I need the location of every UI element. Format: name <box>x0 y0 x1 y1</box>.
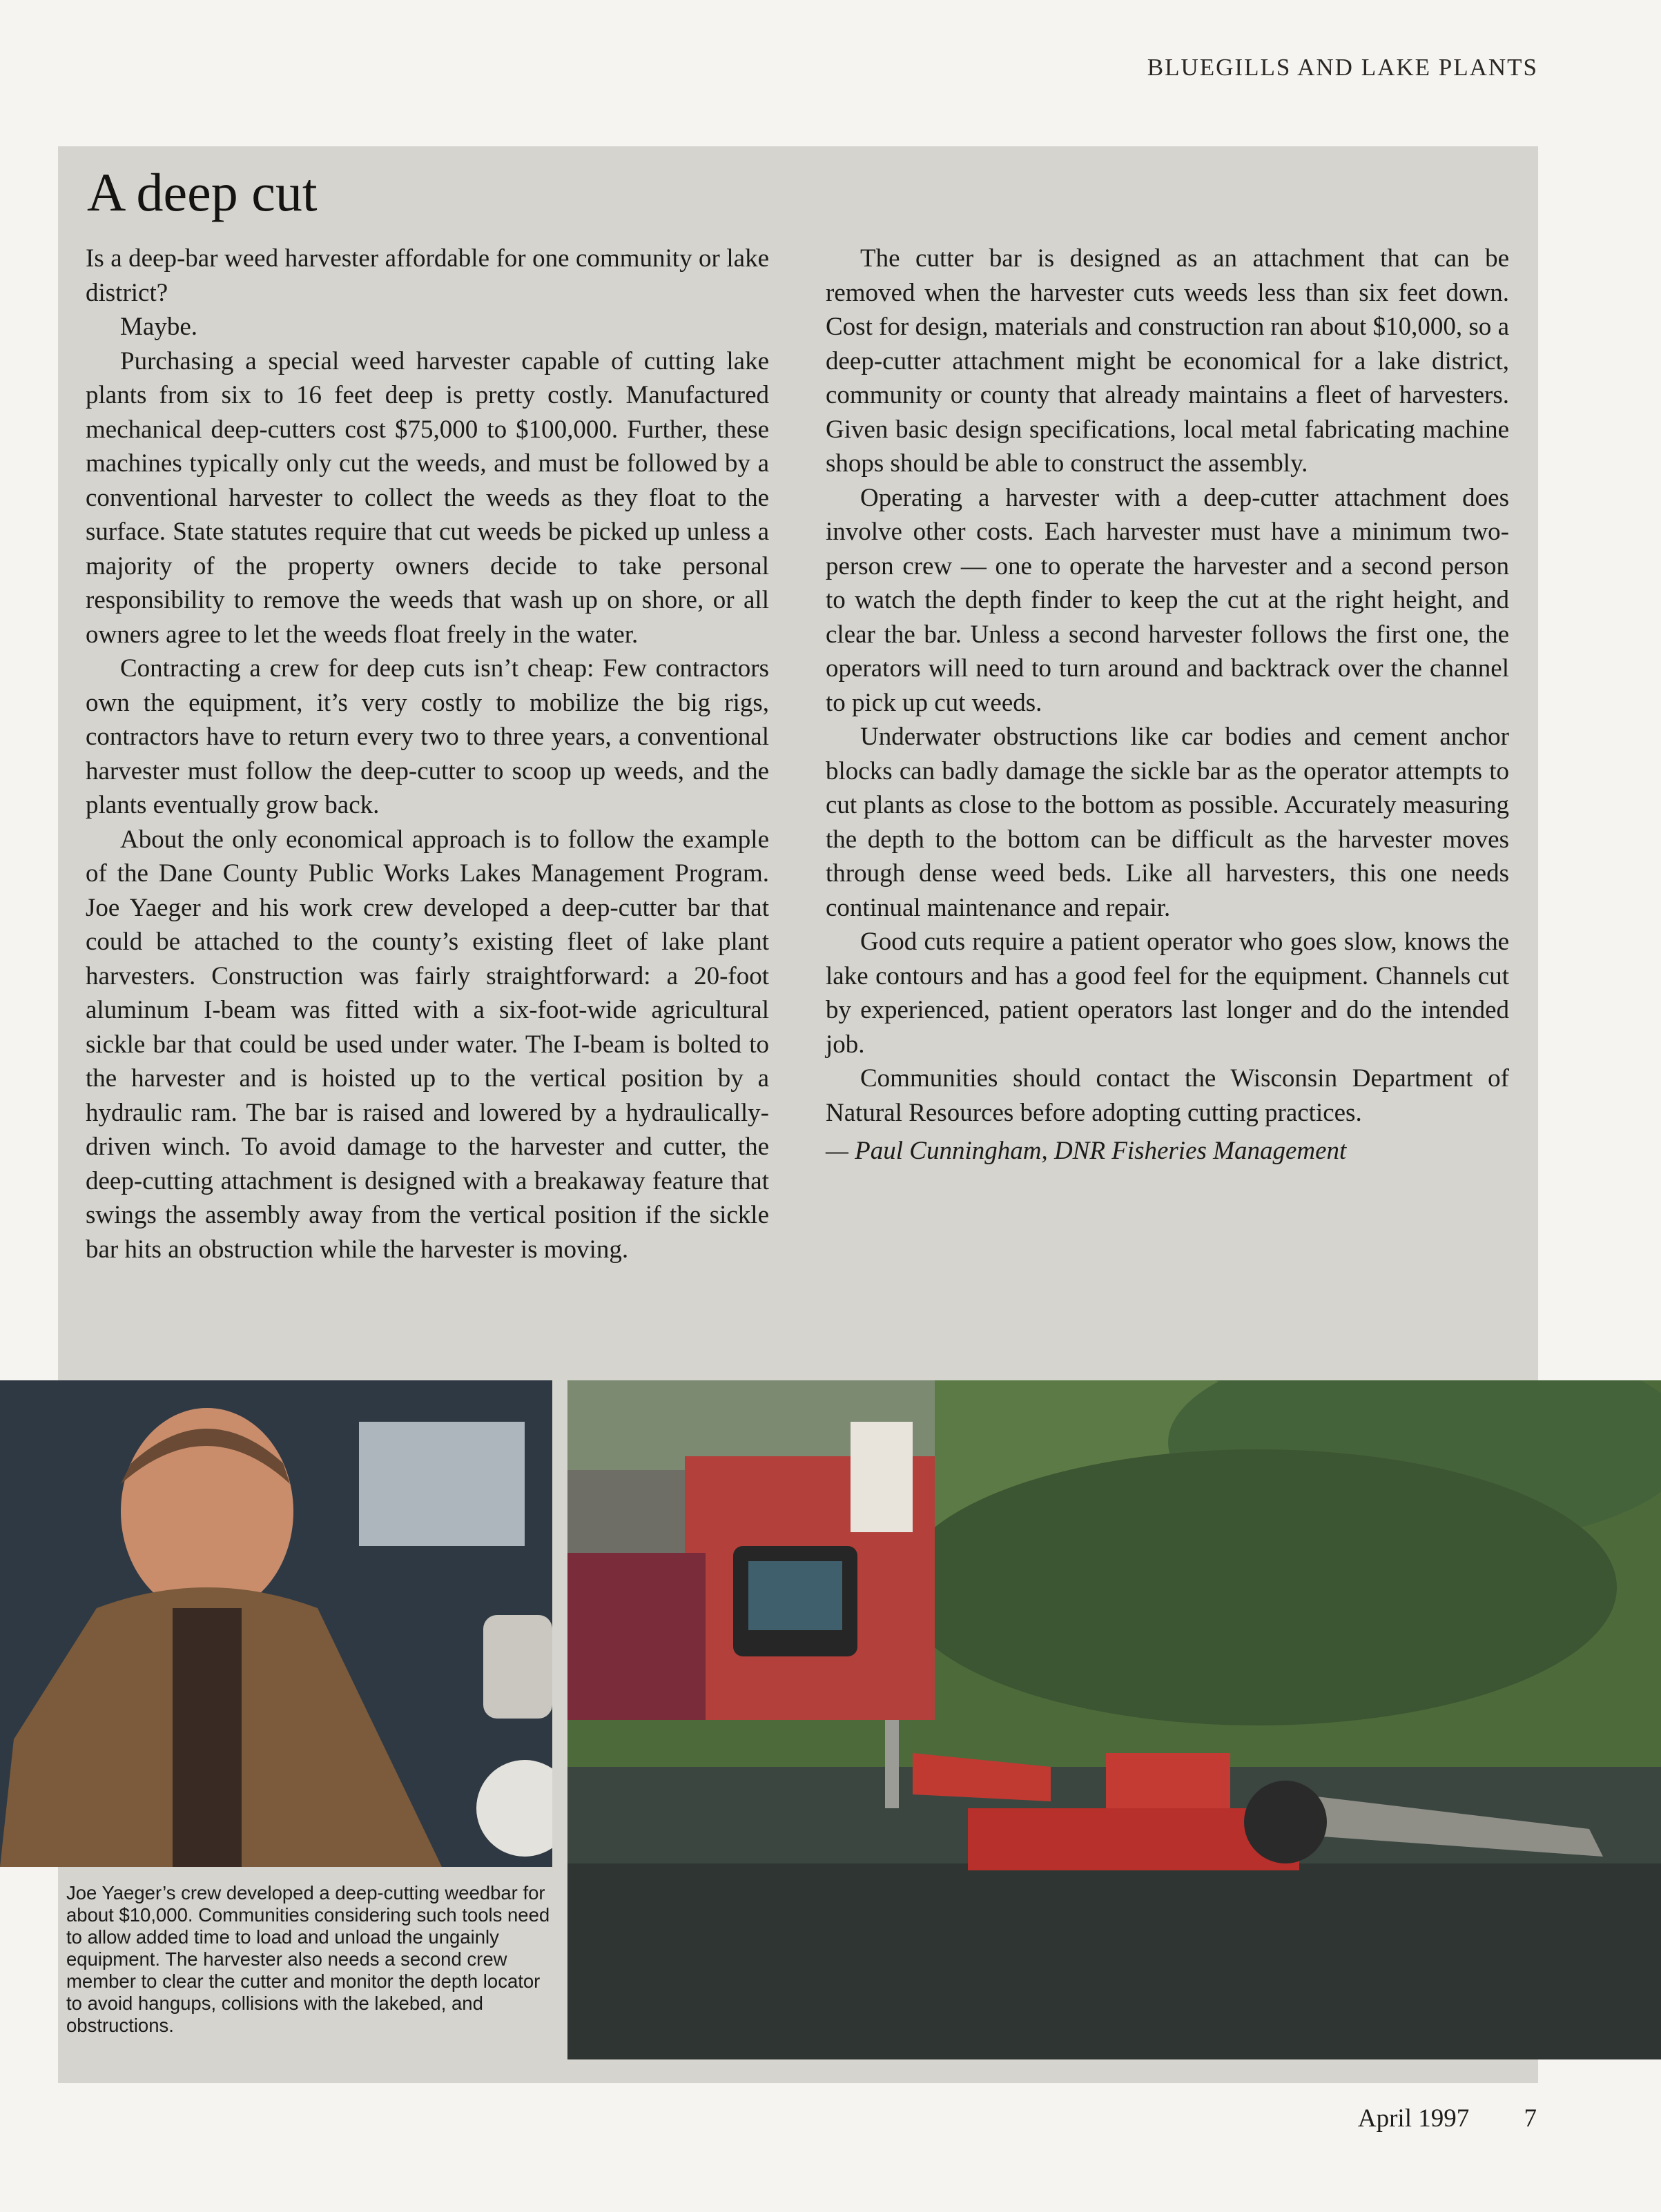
paragraph: Communities should contact the Wisconsin Department of Natural Resources before adopting cutting practices. <box>826 1064 1509 1127</box>
depth-finder-photo-image <box>567 1380 935 1720</box>
paragraph: Purchasing a special weed harvester capable of cutting lake plants from six to 16 feet deep is pretty costly. Manufactured mechanical deep-cutters cost $75,000 to $100,000. Further, these machines typically only cut the weeds, and must be followed by a conventional harvester to collect the weeds as they float to the surface. State statutes require that cut weeds be picked up unless a majority of the property owners decide to take personal responsibility to remove the weeds that wash up on shore, or all owners agree to let the weeds float freely in the water. <box>86 346 769 649</box>
article-title: A deep cut <box>87 162 318 222</box>
paragraph: The cutter bar is designed as an attachment that can be removed when the harvester cuts weeds less than six feet down. Cost for design, materials and construction ran about $10,000, so a deep-cutter attachment might be economical for a lake district, community or county that already maintains a fleet of harvesters. Given basic design specifications, local metal fabricating machine shops should be able to construct the assembly. <box>826 244 1509 478</box>
photo-caption: Joe Yaeger’s crew developed a deep-cutting weedbar for about $10,000. Communities considering such tools need to allow added time to load and unload the ungainly equipment. The harvester also needs a second crew member to clear the cutter and monitor the depth locator to avoid hangups, collisions with the lakebed, and obstructions. <box>66 1882 550 2036</box>
portrait-photo-image <box>0 1380 552 1867</box>
paragraph: Good cuts require a patient operator who goes slow, knows the lake contours and has a good feel for the equipment. Channels cut by experienced, patient operators last longer and do the intended job. <box>826 928 1509 1059</box>
issue-date: April 1997 <box>1357 2104 1470 2133</box>
left-column <box>86 242 769 1266</box>
paragraph: Contracting a crew for deep cuts isn’t cheap: Few contractors own the equipment, it’s very costly to mobilize the big rigs, contractors have to return every two to three years, a conventional harvester must follow the deep-cutter to scoop up weeds, and the plants eventually grow back. <box>86 654 769 819</box>
page-footer <box>1358 2104 1537 2133</box>
running-head: BLUEGILLS AND LAKE PLANTS <box>1147 54 1538 81</box>
page-number: 7 <box>1524 2104 1537 2133</box>
paragraph: Maybe. <box>120 313 197 341</box>
portrait-photo <box>0 1380 552 1867</box>
paragraph: Is a deep-bar weed harvester affordable for one community or lake district? <box>86 244 769 307</box>
paragraph: About the only economical approach is to follow the example of the Dane County Public Works Lakes Management Program. Joe Yaeger and his work crew developed a deep-cutter bar that could be attached to the county’s existing fleet of lake plant harvesters. Construction was fairly straightforward: a 20-foot aluminum I-beam was fitted with a six-foot-wide agricultural sickle bar that could be used under water. The I-beam is bolted to the harvester and is hoisted up to the vertical position by a hydraulic ram. The bar is raised and lowered by a hydraulically-driven winch. To avoid damage to the harvester and cutter, the deep-cutting attachment is designed with a breakaway feature that swings the assembly away from the vertical position if the sickle bar hits an obstruction while the harvester is moving. <box>86 825 769 1264</box>
paragraph: Operating a harvester with a deep-cutter attachment does involve other costs. Each harvester must have a minimum two-person crew — one to operate the harvester and a second person to watch the depth finder to keep the cut at the right height, and clear the bar. Unless a second harvester follows the first one, the operators will need to turn around and backtrack over the channel to pick up cut weeds. <box>826 483 1509 717</box>
paragraph: Underwater obstructions like car bodies and cement anchor blocks can badly damage the sickle bar as the operator attempts to cut plants as close to the bottom as possible. Accurately measuring the depth to the bottom can be difficult as the harvester moves through dense weed beds. Like all harvesters, this one needs continual maintenance and repair. <box>826 723 1509 922</box>
right-column <box>826 242 1509 1168</box>
byline: — Paul Cunningham, DNR Fisheries Management <box>826 1137 1347 1165</box>
depth-finder-photo <box>567 1380 935 1720</box>
